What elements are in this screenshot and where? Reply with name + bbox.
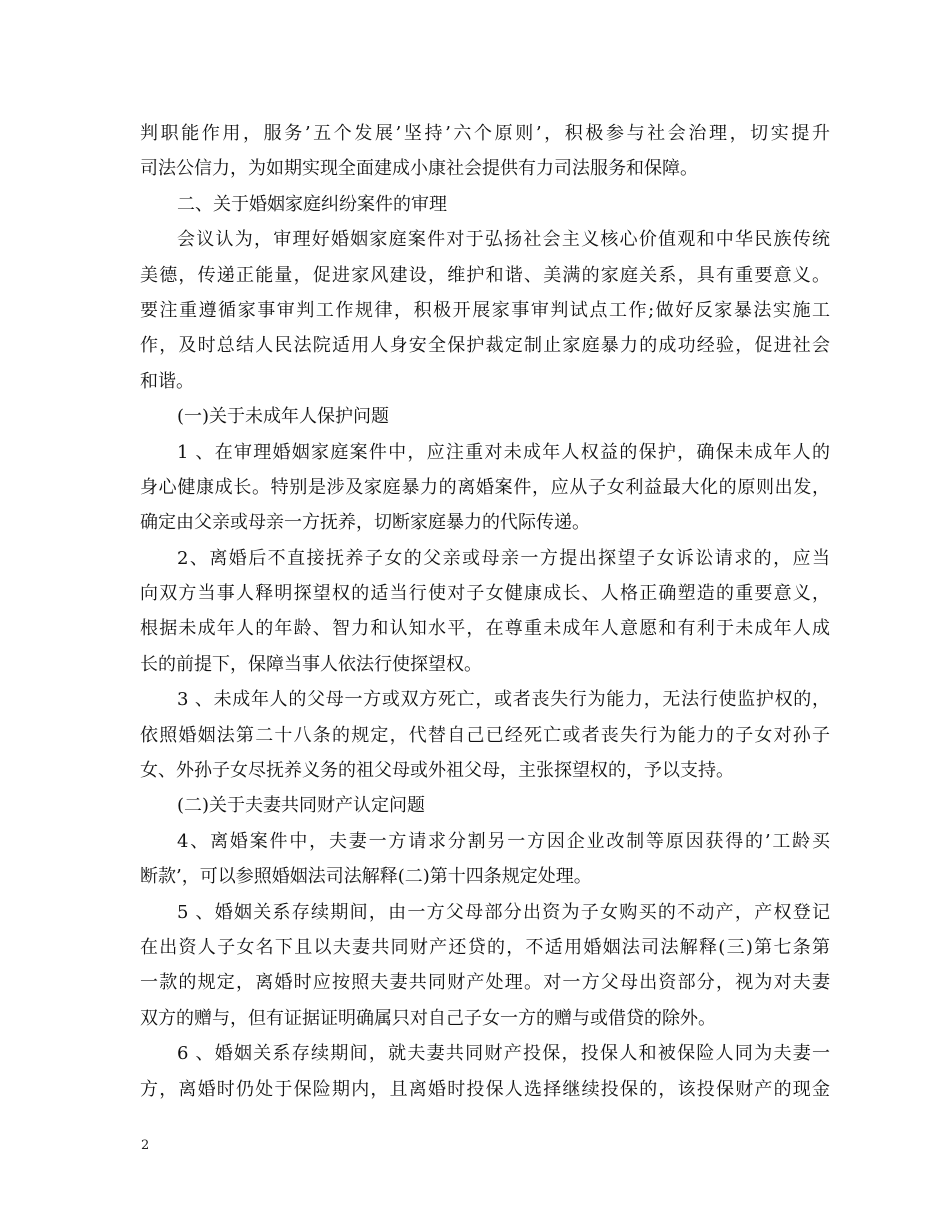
paragraph-line: 判职能作用，服务’五个发展’坚持’六个原则’，积极参与社会治理，切实提升 xyxy=(140,123,830,144)
paragraph-line: 断款’，可以参照婚姻法司法解释(二)第十四条规定处理。 xyxy=(140,866,592,888)
paragraph-line: 作，及时总结人民法院适用人身安全保护裁定制止家庭暴力的成功经验，促进社会 xyxy=(140,335,830,357)
paragraph-line: 根据未成年人的年龄、智力和认知水平，在尊重未成年人意愿和有利于未成年人成 xyxy=(140,618,830,640)
paragraph-line: 美德，传递正能量，促进家风建设，维护和谐、美满的家庭关系，具有重要意义。 xyxy=(140,264,830,286)
paragraph-line: 1 、在审理婚姻家庭案件中，应注重对未成年人权益的保护，确保未成年人的 xyxy=(177,441,830,463)
paragraph-line: 长的前提下，保障当事人依法行使探望权。 xyxy=(140,653,482,675)
paragraph-line: 4、离婚案件中，夫妻一方请求分割另一方因企业改制等原因获得的’工龄买 xyxy=(177,830,830,852)
paragraph-line: 和谐。 xyxy=(140,370,194,392)
paragraph-line: 确定由父亲或母亲一方抚养，切断家庭暴力的代际传递。 xyxy=(140,512,590,534)
paragraph-line: 司法公信力，为如期实现全面建成小康社会提供有力司法服务和保障。 xyxy=(140,158,698,180)
paragraph-line: 一款的规定，离婚时应按照夫妻共同财产处理。对一方父母出资部分，视为对夫妻 xyxy=(140,972,830,994)
paragraph-line: 女、外孙子女尽抚养义务的祖父母或外祖父母，主张探望权的，予以支持。 xyxy=(140,760,734,782)
document-body xyxy=(140,116,830,1107)
paragraph-line: 5 、婚姻关系存续期间，由一方父母部分出资为子女购买的不动产，产权登记 xyxy=(177,901,830,923)
paragraph-line: 要注重遵循家事审判工作规律，积极开展家事审判试点工作;做好反家暴法实施工 xyxy=(140,299,830,321)
paragraph-line: 依照婚姻法第二十八条的规定，代替自己已经死亡或者丧失行为能力的子女对孙子 xyxy=(140,724,830,746)
paragraph-line: 2、离婚后不直接抚养子女的父亲或母亲一方提出探望子女诉讼请求的，应当 xyxy=(177,547,830,569)
paragraph-line: 6 、婚姻关系存续期间，就夫妻共同财产投保，投保人和被保险人同为夫妻一 xyxy=(177,1043,830,1065)
paragraph-line: 3 、未成年人的父母一方或双方死亡，或者丧失行为能力，无法行使监护权的， xyxy=(177,689,830,711)
section-heading: 二、关于婚姻家庭纠纷案件的审理 xyxy=(177,193,447,215)
paragraph-line: 在出资人子女名下且以夫妻共同财产还贷的，不适用婚姻法司法解释(三)第七条第 xyxy=(140,936,830,958)
paragraph-line: 向双方当事人释明探望权的适当行使对子女健康成长、人格正确塑造的重要意义， xyxy=(140,583,830,605)
page-number: 2 xyxy=(141,1138,150,1153)
paragraph-line: 双方的赠与，但有证据证明确属只对自己子女一方的赠与或借贷的除外。 xyxy=(140,1007,716,1029)
subsection-heading: (一)关于未成年人保护问题 xyxy=(177,406,390,428)
paragraph-line: 方，离婚时仍处于保险期内，且离婚时投保人选择继续投保的，该投保财产的现金 xyxy=(140,1078,830,1100)
paragraph-line: 会议认为，审理好婚姻家庭案件对于弘扬社会主义核心价值观和中华民族传统 xyxy=(177,229,830,251)
subsection-heading: (二)关于夫妻共同财产认定问题 xyxy=(177,795,426,817)
paragraph-line: 身心健康成长。特别是涉及家庭暴力的离婚案件，应从子女利益最大化的原则出发， xyxy=(140,476,830,498)
